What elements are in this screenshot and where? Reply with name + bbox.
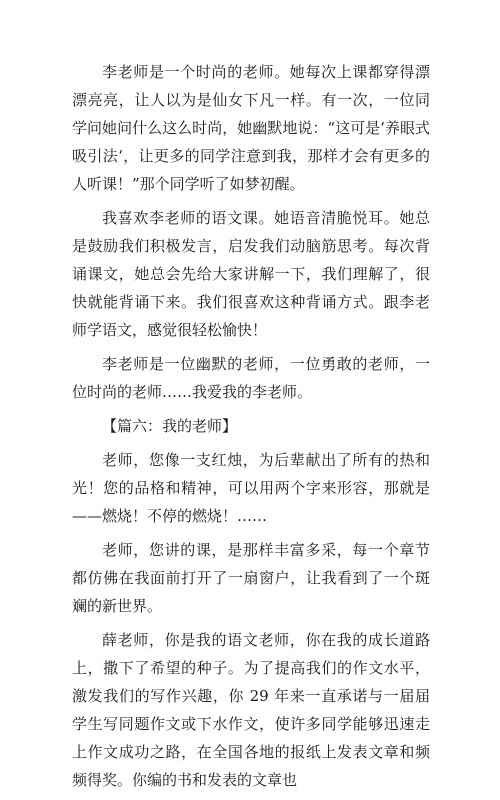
paragraph: 老师，您讲的课，是那样丰富多采，每一个章节都仿佛在我面前打开了一扇窗户，让我看到了一个斑斓的新世界。 bbox=[72, 541, 430, 615]
paragraph: 李老师是一位幽默的老师，一位勇敢的老师，一位时尚的老师……我爱我的李老师。 bbox=[72, 355, 430, 401]
paragraph: 李老师是一个时尚的老师。她每次上课都穿得漂漂亮亮，让人以为是仙女下凡一样。有一次，一位同学问她问什么这么时尚，她幽默地说：“这可是‘养眼式吸引法‘，让更多的同学注意到我，那样才会有更多的人听课！”那个同学听了如梦初醒。 bbox=[72, 63, 430, 193]
paragraph: 我喜欢李老师的语文课。她语音清脆悦耳。她总是鼓励我们积极发言，启发我们动脑筋思考。每次背诵课文，她总会先给大家讲解一下，我们理解了，很快就能背诵下来。我们很喜欢这种背诵方式。跟李老师学语文，感觉很轻松愉快！ bbox=[72, 209, 430, 339]
section-heading: 【篇六：我的老师】 bbox=[102, 417, 238, 435]
paragraph: 薛老师，你是我的语文老师，你在我的成长道路上，撒下了希望的种子。为了提高我们的作文水平，激发我们的写作兴趣，你 29 年来一直承诺与一届届学生写同题作文或下水作文，使许多同学能够迅速走上作文成功之路，在全国各地的报纸上发表文章和频频得奖。你编的书和发表的文章也 bbox=[72, 631, 430, 789]
document-body bbox=[72, 58, 430, 800]
paragraph: 老师，您像一支红烛，为后辈献出了所有的热和光！您的品格和精神，可以用两个字来形容，那就是——燃烧！不停的燃烧！…… bbox=[72, 451, 430, 525]
